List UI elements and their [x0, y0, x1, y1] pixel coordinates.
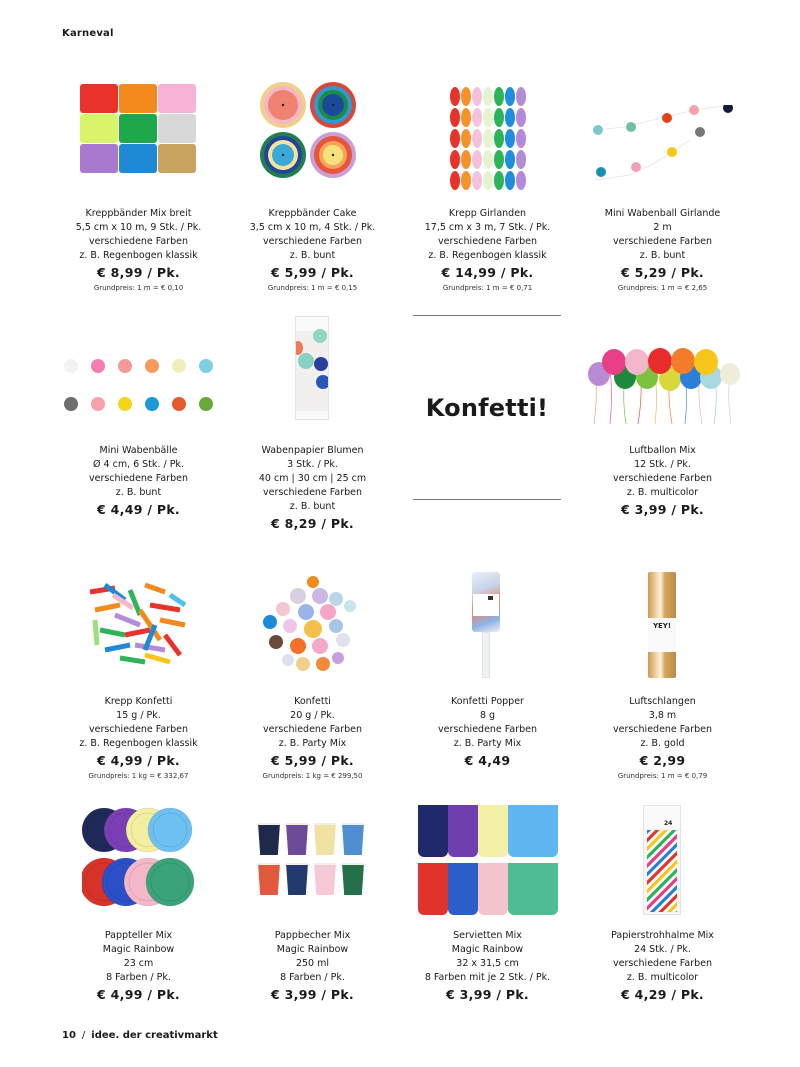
garland-twist	[461, 150, 471, 169]
product-spec: z. B. multicolor	[626, 972, 699, 983]
product-spec: z. B. Regenbogen klassik	[79, 250, 198, 261]
product-spec: verschiedene Farben	[612, 724, 713, 735]
product-price: € 4,99 / Pk.	[97, 987, 180, 1002]
napkin	[418, 805, 448, 857]
garland-twist	[461, 87, 471, 106]
page-footer	[62, 1030, 218, 1041]
pack-label: YEY!	[652, 622, 672, 630]
product-image-streamers-gold	[648, 572, 676, 678]
garland-twist	[483, 150, 493, 169]
honeycomb-ball	[199, 359, 213, 373]
product-name: Pappbecher Mix	[274, 930, 351, 941]
product-image-crepe-rolls	[80, 84, 198, 176]
product-price: € 3,99 / Pk.	[446, 987, 529, 1002]
product-info	[575, 929, 750, 1004]
product-info	[575, 207, 750, 294]
product-name: Pappteller Mix	[104, 930, 173, 941]
paper-cup	[258, 863, 280, 895]
paper-cup	[342, 823, 364, 855]
product-spec: 8 Farben / Pk.	[280, 972, 345, 983]
product-name: Kreppbänder Cake	[268, 208, 357, 219]
garland-twist	[483, 87, 493, 106]
garland-twist	[472, 150, 482, 169]
product-price: € 14,99 / Pk.	[441, 265, 534, 280]
base-price: Grundpreis: 1 kg = € 332,67	[88, 772, 189, 780]
napkin	[418, 863, 448, 915]
product-price: € 2,99	[639, 753, 686, 768]
product-spec: 32 x 31,5 cm	[456, 958, 519, 969]
garland-twist	[505, 171, 515, 190]
base-price: Grundpreis: 1 m = € 0,71	[442, 284, 533, 292]
product-spec: 3 Stk. / Pk.	[287, 459, 338, 470]
product-spec: 8 Farben / Pk.	[106, 972, 171, 983]
product-spec: 23 cm	[123, 958, 154, 969]
product-image-paper-cups	[258, 823, 370, 898]
garland-twist	[472, 87, 482, 106]
garland-twist	[494, 150, 504, 169]
product-spec: 12 Stk. / Pk.	[634, 459, 691, 470]
product-info	[575, 695, 750, 782]
product-image-paper-straws	[643, 805, 681, 915]
paper-cup	[314, 823, 336, 855]
product-info	[225, 444, 400, 533]
product-spec: z. B. gold	[640, 738, 685, 749]
product-info	[51, 207, 226, 294]
garland-twist	[516, 87, 526, 106]
crepe-roll	[158, 144, 196, 173]
product-info	[51, 695, 226, 782]
product-spec: z. B. bunt	[639, 250, 686, 261]
napkin	[508, 863, 558, 915]
product-info	[400, 929, 575, 1004]
product-spec: Ø 4 cm, 6 Stk. / Pk.	[93, 459, 184, 470]
crepe-roll	[80, 144, 118, 173]
garland-twist	[505, 87, 515, 106]
honeycomb-ball	[172, 397, 186, 411]
product-info	[225, 929, 400, 1004]
honeycomb-ball	[118, 397, 132, 411]
product-image-honeycomb-garland	[585, 105, 745, 190]
product-spec: verschiedene Farben	[612, 958, 713, 969]
product-spec: Magic Rainbow	[276, 944, 349, 955]
product-spec: z. B. bunt	[289, 501, 336, 512]
product-spec: 250 ml	[295, 958, 330, 969]
product-spec: verschiedene Farben	[262, 236, 363, 247]
crepe-roll	[119, 114, 157, 143]
garland-twist	[472, 129, 482, 148]
napkin	[448, 863, 478, 915]
product-spec: 5,5 cm x 10 m, 9 Stk. / Pk.	[75, 222, 202, 233]
garland-twist	[516, 171, 526, 190]
honeycomb-ball	[91, 359, 105, 373]
paper-cup	[286, 863, 308, 895]
honeycomb-ball	[145, 397, 159, 411]
honeycomb-ball	[199, 397, 213, 411]
product-name: Krepp Girlanden	[448, 208, 527, 219]
garland-twist	[461, 129, 471, 148]
product-name: Luftschlangen	[629, 696, 696, 707]
product-spec: 2 m	[653, 222, 672, 233]
garland-twist	[472, 108, 482, 127]
product-price: € 5,99 / Pk.	[271, 753, 354, 768]
product-name: Krepp Konfetti	[104, 696, 173, 707]
product-spec: z. B. Party Mix	[453, 738, 522, 749]
product-price: € 4,49	[464, 753, 511, 768]
product-info	[225, 207, 400, 294]
section-title: Karneval	[62, 28, 114, 39]
product-image-confetti-popper	[470, 572, 502, 680]
paper-cup	[286, 823, 308, 855]
napkin	[508, 805, 558, 857]
product-spec: 15 g / Pk.	[116, 710, 161, 721]
garland-twist	[483, 129, 493, 148]
product-spec: 3,5 cm x 10 m, 4 Stk. / Pk.	[249, 222, 376, 233]
honeycomb-ball	[145, 359, 159, 373]
product-image-crepe-garlands	[450, 87, 526, 191]
base-price: Grundpreis: 1 m = € 0,79	[617, 772, 708, 780]
product-image-paper-plates	[82, 806, 197, 906]
product-spec: verschiedene Farben	[88, 473, 189, 484]
paper-cup	[258, 823, 280, 855]
product-spec: 24 Stk. / Pk.	[634, 944, 691, 955]
product-info	[225, 695, 400, 782]
product-name: Wabenpapier Blumen	[261, 445, 364, 456]
product-spec: 17,5 cm x 3 m, 7 Stk. / Pk.	[424, 222, 551, 233]
product-price: € 4,29 / Pk.	[621, 987, 704, 1002]
product-spec: z. B. Regenbogen klassik	[428, 250, 547, 261]
garland-twist	[516, 108, 526, 127]
honeycomb-ball	[64, 397, 78, 411]
garland-twist	[472, 171, 482, 190]
product-spec: 8 g	[479, 710, 496, 721]
product-name: Mini Wabenball Girlande	[604, 208, 721, 219]
garland-twist	[494, 87, 504, 106]
crepe-roll	[80, 114, 118, 143]
garland-twist	[505, 108, 515, 127]
product-price: € 5,99 / Pk.	[271, 265, 354, 280]
product-info	[51, 929, 226, 1004]
product-spec: Magic Rainbow	[102, 944, 175, 955]
paper-cup	[342, 863, 364, 895]
product-name: Konfetti	[294, 696, 331, 707]
garland-twist	[450, 87, 460, 106]
garland-twist	[450, 108, 460, 127]
product-image-balloons	[585, 344, 740, 426]
honeycomb-ball	[91, 397, 105, 411]
crepe-roll	[80, 84, 118, 113]
crepe-roll	[158, 84, 196, 113]
product-image-honeycomb-balls	[60, 355, 220, 415]
base-price: Grundpreis: 1 m = € 2,65	[617, 284, 708, 292]
product-spec: verschiedene Farben	[612, 236, 713, 247]
product-name: Papierstrohhalme Mix	[611, 930, 714, 941]
base-price: Grundpreis: 1 kg = € 299,50	[262, 772, 363, 780]
garland-twist	[461, 171, 471, 190]
product-price: € 8,99 / Pk.	[97, 265, 180, 280]
product-spec: z. B. Party Mix	[278, 738, 347, 749]
product-spec: verschiedene Farben	[88, 724, 189, 735]
base-price: Grundpreis: 1 m = € 0,10	[93, 284, 184, 292]
product-info	[400, 695, 575, 770]
product-price: € 5,29 / Pk.	[621, 265, 704, 280]
honeycomb-ball	[118, 359, 132, 373]
garland-twist	[494, 129, 504, 148]
product-spec: z. B. Regenbogen klassik	[79, 738, 198, 749]
product-price: € 4,99 / Pk.	[97, 753, 180, 768]
feature-headline-box	[413, 315, 561, 500]
base-price: Grundpreis: 1 m = € 0,15	[267, 284, 358, 292]
product-image-honeycomb-flowers-pack	[295, 316, 329, 420]
product-price: € 3,99 / Pk.	[271, 987, 354, 1002]
napkin	[448, 805, 478, 857]
product-spec: verschiedene Farben	[88, 236, 189, 247]
garland-twist	[450, 150, 460, 169]
page-number: 10	[62, 1030, 76, 1041]
garland-twist	[516, 129, 526, 148]
garland-twist	[505, 129, 515, 148]
garland-twist	[483, 108, 493, 127]
footer-separator: /	[81, 1030, 86, 1041]
product-spec: Magic Rainbow	[451, 944, 524, 955]
garland-twist	[494, 171, 504, 190]
product-image-crepe-cakes	[258, 80, 358, 180]
product-spec: z. B. bunt	[289, 250, 336, 261]
garland-twist	[516, 150, 526, 169]
product-spec: z. B. bunt	[115, 487, 162, 498]
garland-twist	[450, 171, 460, 190]
product-spec: verschiedene Farben	[437, 724, 538, 735]
honeycomb-ball	[172, 359, 186, 373]
product-price: € 3,99 / Pk.	[621, 502, 704, 517]
crepe-roll	[119, 144, 157, 173]
product-spec: verschiedene Farben	[612, 473, 713, 484]
feature-headline: Konfetti!	[425, 393, 549, 422]
product-spec: 40 cm | 30 cm | 25 cm	[258, 473, 367, 484]
pack-label: 24	[664, 820, 673, 827]
product-spec: verschiedene Farben	[262, 724, 363, 735]
garland-twist	[483, 171, 493, 190]
product-image-crepe-confetti	[85, 580, 195, 670]
product-spec: 3,8 m	[648, 710, 677, 721]
product-spec: 20 g / Pk.	[290, 710, 335, 721]
product-price: € 8,29 / Pk.	[271, 516, 354, 531]
product-image-round-confetti	[258, 574, 368, 674]
product-name: Luftballon Mix	[629, 445, 696, 456]
product-spec: verschiedene Farben	[437, 236, 538, 247]
product-image-napkins	[418, 805, 558, 915]
garland-twist	[450, 129, 460, 148]
product-info	[575, 444, 750, 519]
paper-cup	[314, 863, 336, 895]
brand-name: idee. der creativmarkt	[91, 1030, 218, 1041]
product-name: Kreppbänder Mix breit	[85, 208, 192, 219]
honeycomb-ball	[64, 359, 78, 373]
garland-twist	[461, 108, 471, 127]
product-info	[400, 207, 575, 294]
product-info	[51, 444, 226, 519]
product-name: Servietten Mix	[453, 930, 522, 941]
garland-twist	[505, 150, 515, 169]
crepe-roll	[158, 114, 196, 143]
product-spec: verschiedene Farben	[262, 487, 363, 498]
crepe-roll	[119, 84, 157, 113]
napkin	[478, 805, 508, 857]
product-spec: 8 Farben mit je 2 Stk. / Pk.	[424, 972, 551, 983]
product-name: Konfetti Popper	[451, 696, 524, 707]
product-name: Mini Wabenbälle	[99, 445, 178, 456]
product-spec: z. B. multicolor	[626, 487, 699, 498]
product-price: € 4,49 / Pk.	[97, 502, 180, 517]
napkin	[478, 863, 508, 915]
garland-twist	[494, 108, 504, 127]
